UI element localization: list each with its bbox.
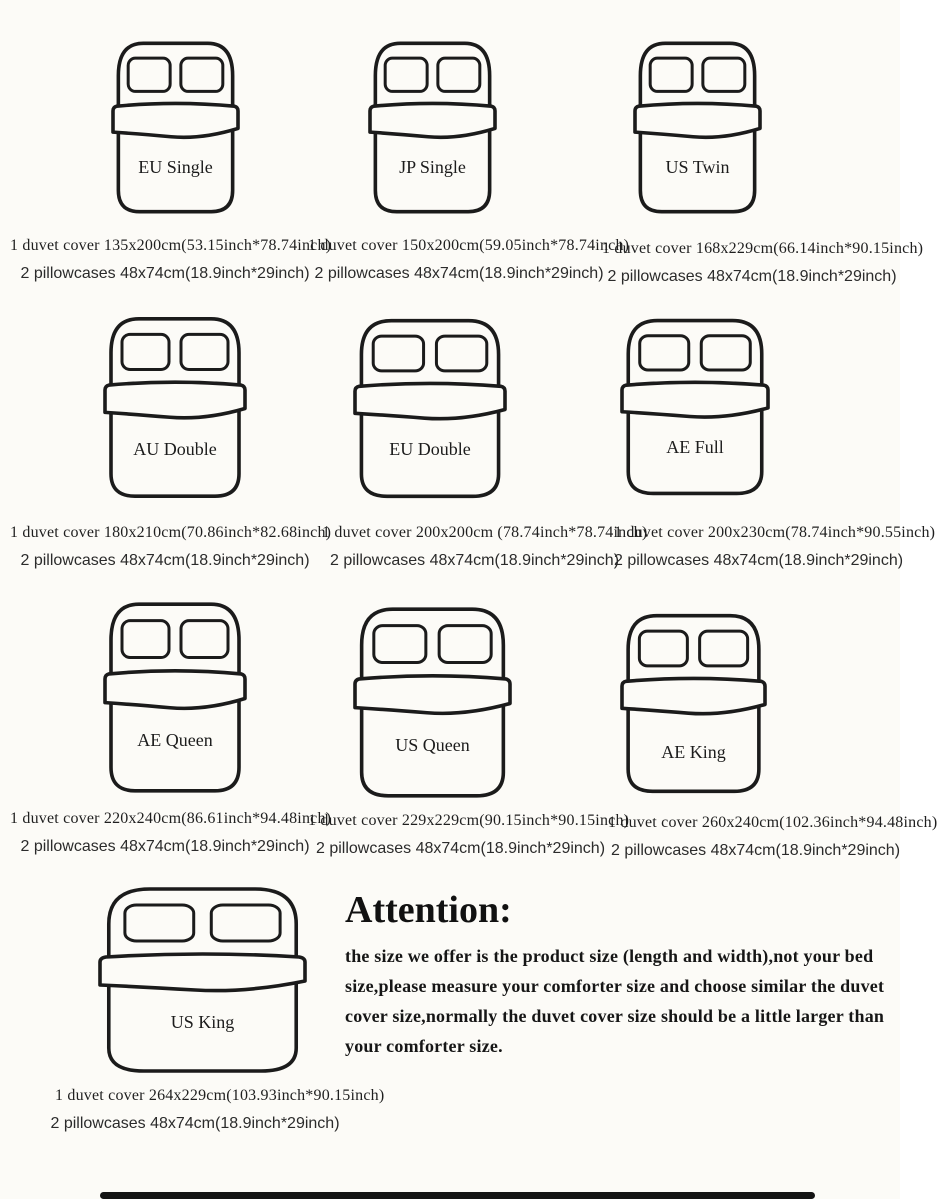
pillowcase-size-text: 2 pillowcases 48x74cm(18.9inch*29inch) <box>610 842 901 859</box>
bed-illustration <box>105 310 245 505</box>
bed-card-us-twin <box>635 35 760 220</box>
bed-size-label: EU Single <box>138 157 213 178</box>
duvet-size-text: 1 duvet cover 220x240cm(86.61inch*94.48inch) <box>10 810 332 827</box>
bed-illustration <box>622 607 765 800</box>
bed-card-us-queen <box>355 600 510 805</box>
bed-size-label: AU Double <box>133 438 217 459</box>
bed-size-label: AE Full <box>666 437 724 458</box>
pillowcase-size-text: 2 pillowcases 48x74cm(18.9inch*29inch) <box>315 840 606 857</box>
bed-card-jp-single <box>370 35 495 220</box>
size-description <box>10 810 332 856</box>
bed-illustration <box>100 880 305 1080</box>
size-description <box>308 812 630 858</box>
size-description <box>308 237 630 283</box>
bed-size-label: AE King <box>661 742 726 763</box>
duvet-size-text: 1 duvet cover 180x210cm(70.86inch*82.68inch) <box>10 524 332 541</box>
pillowcase-size-text: 2 pillowcases 48x74cm(18.9inch*29inch) <box>314 265 604 282</box>
bed-illustration <box>355 600 510 805</box>
attention-heading: Attention: <box>345 889 512 931</box>
duvet-size-text: 1 duvet cover 150x200cm(59.05inch*78.74inch) <box>308 237 630 254</box>
bed-card-eu-double <box>355 312 505 505</box>
size-description <box>10 524 332 570</box>
size-description <box>10 237 332 283</box>
duvet-size-text: 1 duvet cover 200x230cm(78.74inch*90.55inch) <box>614 524 936 541</box>
duvet-size-text: 1 duvet cover 135x200cm(53.15inch*78.74inch) <box>10 237 332 254</box>
size-description <box>602 240 924 286</box>
bed-illustration <box>355 312 505 505</box>
pillowcase-size-text: 2 pillowcases 48x74cm(18.9inch*29inch) <box>329 552 620 569</box>
pillowcase-size-text: 2 pillowcases 48x74cm(18.9inch*29inch) <box>614 552 904 569</box>
attention-body-text: the size we offer is the product size (length and width),not your bed size,please measure your comforter size and choose similar the duvet cover size,normally the duvet cover size should be a little larger than your comforter size. <box>345 946 885 1056</box>
size-description <box>322 524 648 570</box>
bed-size-label: US King <box>170 1012 235 1032</box>
bed-card-ae-king <box>622 607 765 800</box>
size-description <box>614 524 936 570</box>
pillowcase-size-text: 2 pillowcases 48x74cm(18.9inch*29inch) <box>20 838 310 855</box>
pillowcase-size-text: 2 pillowcases 48x74cm(18.9inch*29inch) <box>20 552 310 569</box>
bed-illustration <box>635 35 760 220</box>
bed-card-au-double <box>105 310 245 505</box>
bottom-divider-bar <box>100 1192 815 1199</box>
bed-illustration <box>113 35 238 220</box>
bed-size-label: US Twin <box>665 157 730 178</box>
bed-card-us-king <box>100 880 305 1080</box>
pillowcase-size-text: 2 pillowcases 48x74cm(18.9inch*29inch) <box>20 265 310 282</box>
pillowcase-size-text: 2 pillowcases 48x74cm(18.9inch*29inch) <box>607 268 897 285</box>
bed-size-label: EU Double <box>389 439 471 460</box>
duvet-size-text: 1 duvet cover 200x200cm (78.74inch*78.74inch) <box>322 524 648 541</box>
bed-illustration <box>370 35 495 220</box>
duvet-size-text: 1 duvet cover 229x229cm(90.15inch*90.15inch) <box>308 812 630 829</box>
bed-card-eu-single <box>113 35 238 220</box>
duvet-size-text: 1 duvet cover 264x229cm(103.93inch*90.15inch) <box>55 1087 385 1104</box>
bed-illustration <box>105 595 245 800</box>
size-description <box>50 1087 385 1133</box>
duvet-size-text: 1 duvet cover 260x240cm(102.36inch*94.48inch) <box>608 814 937 831</box>
duvet-size-text: 1 duvet cover 168x229cm(66.14inch*90.15inch) <box>602 240 924 257</box>
bed-size-label: JP Single <box>399 157 466 178</box>
bed-size-label: US Queen <box>395 735 470 756</box>
size-description <box>608 814 937 860</box>
pillowcase-size-text: 2 pillowcases 48x74cm(18.9inch*29inch) <box>50 1115 340 1132</box>
bed-illustration <box>622 312 768 502</box>
bed-size-label: AE Queen <box>137 730 213 751</box>
bed-card-ae-queen <box>105 595 245 800</box>
bed-card-ae-full <box>622 312 768 502</box>
